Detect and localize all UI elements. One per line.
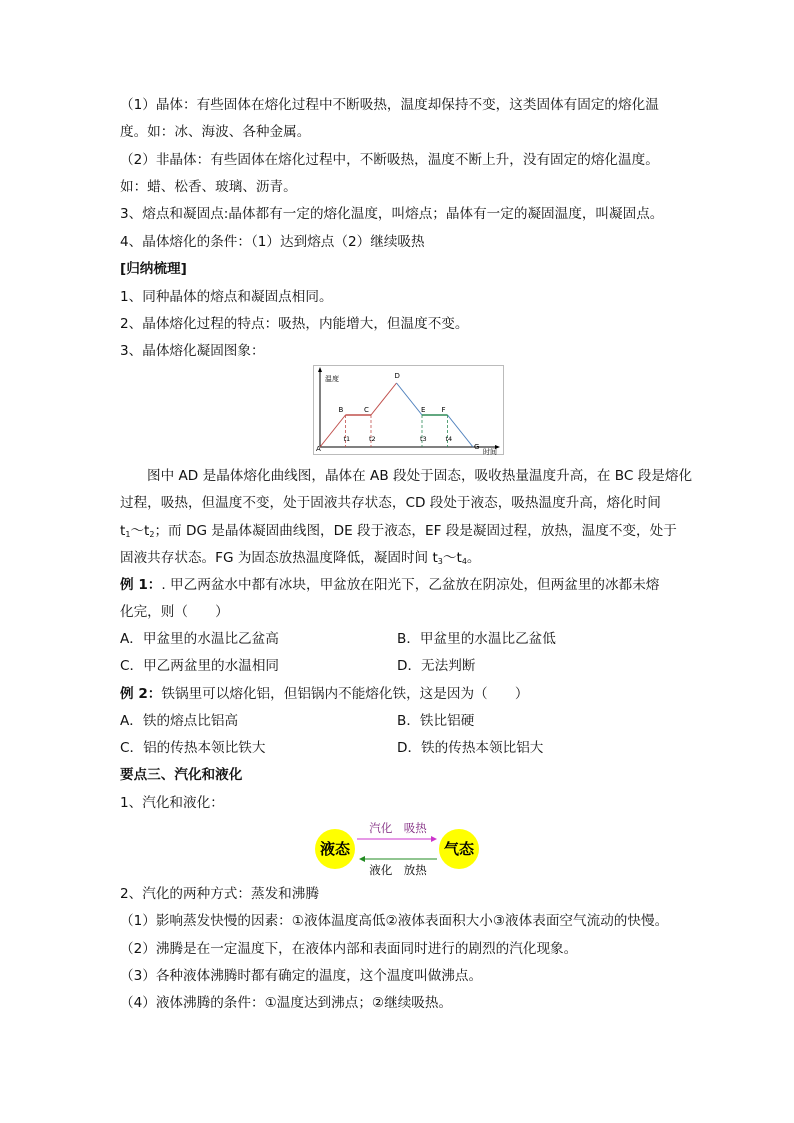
summary-heading: [归纳梳理]: [120, 261, 187, 277]
section3-heading: 要点三、汽化和液化: [120, 767, 243, 783]
section3-item-4: （2）沸腾是在一定温度下，在液体内部和表面同时进行的剧烈的汽化现象。: [120, 941, 578, 957]
chart-explanation-line4: 固液共存状态。FG 为固态放热温度降低，凝固时间 $t_3\sim t_4$。: [120, 550, 481, 566]
section3-item-3: （1）影响蒸发快慢的因素：①液体温度高低②液体表面积大小③液体表面空气流动的快慢。: [120, 913, 669, 929]
point-label-C: C: [364, 406, 369, 414]
noncrystal-def-line1: （2）非晶体：有些固体在熔化过程中，不断吸热，温度不断上升，没有固定的熔化温度。: [120, 152, 659, 168]
summary-item-2: 2、晶体熔化过程的特点：吸热，内能增大，但温度不变。: [120, 316, 469, 332]
chart-explanation-line3: $t_1\sim t_2$；而 DG 是晶体凝固曲线图，DE 段于液态，EF 段是凝固过程，放热，温度不变，处于: [120, 523, 677, 539]
vaporize-label: 汽化 吸热: [369, 821, 427, 835]
noncrystal-def-line2: 如：蜡、松香、玻璃、沥青。: [120, 179, 297, 195]
y-axis-label: 温度: [325, 375, 339, 383]
chart-explanation-line1: 图中 AD 是晶体熔化曲线图，晶体在 AB 段处于固态，吸收热量温度升高，在 BC 段是熔化: [147, 468, 693, 484]
example2-option-d: D．铁的传热本领比铝大: [397, 740, 544, 756]
example1-option-c: C．甲乙两盆里的水温相同: [120, 658, 280, 674]
example1-option-a: A．甲盆里的水温比乙盆高: [120, 631, 279, 647]
section3-item-5: （3）各种液体沸腾时都有确定的温度，这个温度叫做沸点。: [120, 968, 483, 984]
x-axis-label: 时间: [483, 448, 497, 455]
point-label-B: B: [338, 406, 344, 414]
point-label-G: G: [474, 443, 480, 451]
crystal-def-line2: 度。如：冰、海波、各种金属。: [120, 124, 311, 140]
tick-label-t3: t3: [420, 435, 427, 443]
section3-item-1: 1、汽化和液化：: [120, 795, 224, 811]
example1-option-b: B．甲盆里的水温比乙盆低: [397, 631, 556, 647]
summary-item-3: 3、晶体熔化凝固图象：: [120, 343, 265, 359]
crystal-def-line1: （1）晶体：有些固体在熔化过程中不断吸热，温度却保持不变，这类固体有固定的熔化温: [120, 97, 659, 113]
melting-condition-line: 4、晶体熔化的条件：（1）达到熔点（2）继续吸热: [120, 234, 425, 250]
point-label-D: D: [394, 372, 400, 380]
example2-option-b: B．铁比铝硬: [397, 713, 475, 729]
section3-item-6: （4）液体沸腾的条件：①温度达到沸点；②继续吸热。: [120, 995, 453, 1011]
point-label-F: F: [441, 406, 446, 414]
liquefy-arrow-head: [359, 856, 365, 862]
example2-question: 例 2：铁锅里可以熔化铝，但铝锅内不能熔化铁，这是因为（ ）: [120, 686, 529, 702]
tick-label-t1: t1: [343, 435, 351, 443]
point-label-E: E: [421, 406, 426, 414]
liquefy-label: 液化 放热: [369, 863, 427, 876]
example1-label: 例 1：: [120, 577, 162, 593]
chart-explanation-line2: 过程，吸热，但温度不变，处于固液共存状态，CD 段处于液态，吸热温度升高，熔化时间: [120, 495, 661, 511]
phase-change-diagram: [313, 820, 483, 876]
example1-question-line1: 例 1：. 甲乙两盆水中都有冰块，甲盆放在阳光下，乙盆放在阴凉处，但两盆里的冰都未熔: [120, 577, 660, 593]
section3-item-2: 2、汽化的两种方式：蒸发和沸腾: [120, 886, 319, 902]
example2-option-c: C．铝的传热本领比铁大: [120, 740, 266, 756]
melting-curve-chart: [313, 365, 504, 455]
liquid-label: 液态: [319, 840, 351, 858]
example1-option-d: D．无法判断: [397, 658, 476, 674]
summary-item-1: 1、同种晶体的熔点和凝固点相同。: [120, 289, 333, 305]
point-label-A: A: [316, 445, 321, 453]
example1-question-line2: 化完，则（ ）: [120, 604, 229, 620]
example2-label: 例 2：: [120, 686, 162, 702]
example2-option-a: A．铁的熔点比铝高: [120, 713, 239, 729]
tick-label-t2: t2: [369, 435, 376, 443]
melting-point-line: 3、熔点和凝固点:晶体都有一定的熔化温度，叫熔点；晶体有一定的凝固温度，叫凝固点。: [120, 206, 664, 222]
gas-label: 气态: [443, 840, 475, 858]
vaporize-arrow-head: [431, 836, 437, 842]
tick-label-t4: t4: [445, 435, 453, 443]
